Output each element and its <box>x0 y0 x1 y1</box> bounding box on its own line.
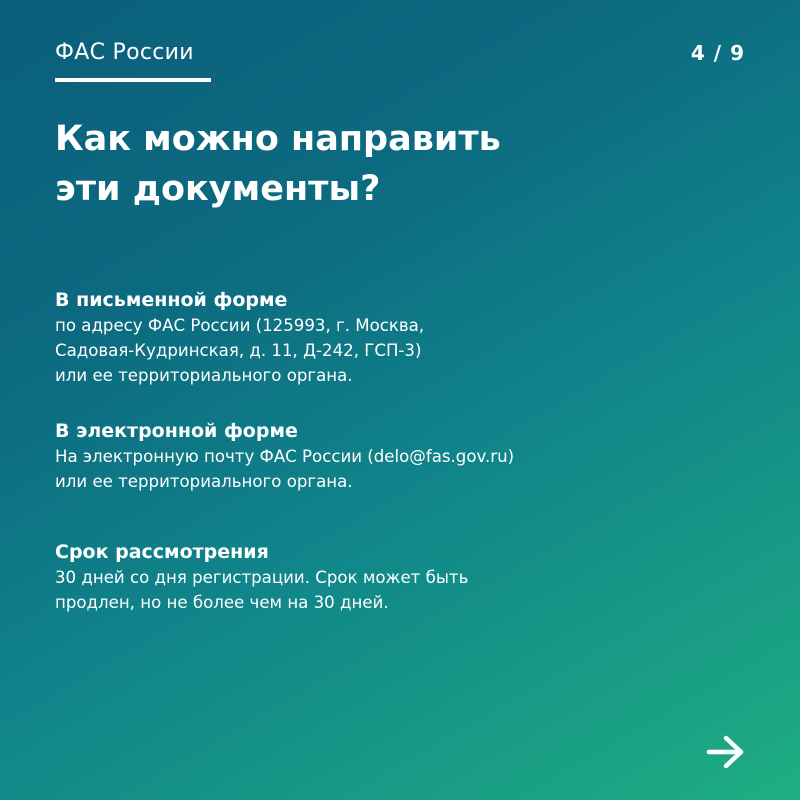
page-total: 9 <box>730 41 744 65</box>
section-body: по адресу ФАС России (125993, г. Москва, Садовая-Кудринская, д. 11, Д-242, ГСП-3) или ее территориального органа. <box>55 316 425 385</box>
brand-underline <box>55 78 211 82</box>
page-title <box>55 114 675 214</box>
title-line-2: эти документы? <box>55 169 381 209</box>
section-review-period <box>55 540 695 615</box>
page-counter <box>682 39 744 67</box>
page-current: 4 <box>690 41 705 65</box>
brand-name: ФАС России <box>55 40 194 65</box>
section-written-form <box>55 288 695 388</box>
section-electronic-form <box>55 419 695 494</box>
section-heading: Срок рассмотрения <box>55 541 269 563</box>
page-separator: / <box>713 41 722 65</box>
section-body: На электронную почту ФАС России (delo@fas.gov.ru) или ее территориального органа. <box>55 447 515 491</box>
arrow-right-icon[interactable] <box>706 734 746 770</box>
section-body: 30 дней со дня регистрации. Срок может быть продлен, но не более чем на 30 дней. <box>55 568 469 612</box>
section-heading: В электронной форме <box>55 420 298 442</box>
title-line-1: Как можно направить <box>55 119 501 159</box>
section-heading: В письменной форме <box>55 289 288 311</box>
